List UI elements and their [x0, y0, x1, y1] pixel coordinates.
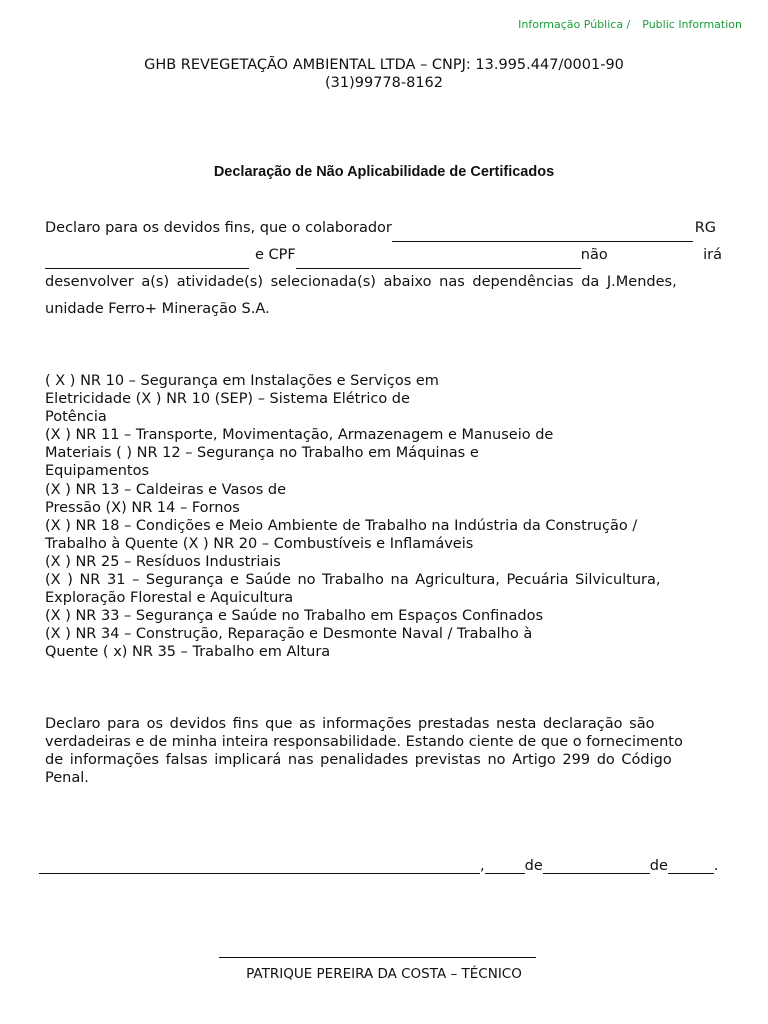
declaration-line-3	[45, 269, 722, 296]
nr-line: (X ) NR 13 – Caldeiras e Vasos de	[45, 481, 287, 498]
declaration-line-4: unidade Ferro+ Mineração S.A.	[45, 301, 270, 317]
company-line: GHB REVEGETAÇÃO AMBIENTAL LTDA – CNPJ: 13.995.447/0001-90	[144, 57, 624, 73]
nr-line: Quente ( x) NR 35 – Trabalho em Altura	[45, 644, 331, 661]
nr-line: Equipamentos	[45, 463, 150, 480]
rg-label: RG	[694, 220, 716, 236]
classification-en: Public Information	[642, 18, 742, 31]
nr-line: ( X ) NR 10 – Segurança em Instalações e Serviços em	[45, 373, 439, 389]
place-blank	[39, 859, 480, 874]
declaration-paragraph	[45, 215, 722, 323]
nr-line: Pressão (X) NR 14 – Fornos	[45, 499, 240, 516]
nr-line: Materiais ( ) NR 12 – Segurança no Trabalho em Máquinas e	[45, 445, 479, 462]
nr-line: (X ) NR 25 – Resíduos Industriais	[45, 553, 281, 570]
day-blank	[485, 859, 525, 874]
nr-line: Eletricidade (X ) NR 10 (SEP) – Sistema Elétrico de	[45, 391, 410, 408]
year-blank	[668, 859, 714, 874]
rg-blank	[45, 254, 249, 269]
collaborator-name-blank	[392, 227, 693, 242]
signatory-name: PATRIQUE PEREIRA DA COSTA – TÉCNICO	[246, 966, 522, 982]
company-header	[0, 56, 768, 92]
month-blank	[543, 859, 650, 874]
nr-line: (X ) NR 18 – Condições e Meio Ambiente de Trabalho na Indústria da Construção /	[45, 517, 638, 534]
company-phone: (31)99778-8162	[324, 75, 444, 91]
nr-line: Exploração Florestal e Aquicultura	[45, 590, 294, 607]
document-title: Declaração de Não Aplicabilidade de Certificados	[213, 164, 555, 180]
closing-line: verdadeiras e de minha inteira responsabilidade. Estando ciente de que o fornecimento	[45, 734, 683, 751]
nr-line: (X ) NR 31 – Segurança e Saúde no Trabalho na Agricultura, Pecuária Silvicultura,	[45, 572, 661, 589]
nr-line: Trabalho à Quente (X ) NR 20 – Combustíveis e Inflamáveis	[45, 535, 474, 552]
declaration-text: Declaro para os devidos fins, que o colaborador	[45, 220, 392, 236]
nr-line: (X ) NR 33 – Segurança e Saúde no Trabalho em Espaços Confinados	[45, 608, 544, 625]
place-date-line	[39, 858, 725, 874]
declaration-line-1	[45, 215, 722, 242]
comma: ,	[480, 858, 485, 874]
closing-line: Penal.	[45, 770, 89, 787]
closing-line: Declaro para os devidos fins que as informações prestadas nesta declaração são	[45, 716, 655, 732]
signature-line	[219, 957, 536, 958]
classification-pt: Informação Pública /	[518, 18, 631, 31]
nr-line: Potência	[45, 409, 107, 426]
de-1: de	[524, 858, 543, 874]
nr-checklist	[45, 372, 725, 662]
nr-line: (X ) NR 34 – Construção, Reparação e Desmonte Naval / Trabalho à	[45, 626, 533, 643]
closing-line: de informações falsas implicará nas penalidades previstas no Artigo 299 do Código	[45, 752, 672, 769]
nr-line: (X ) NR 11 – Transporte, Movimentação, Armazenagem e Manuseio de	[45, 427, 554, 444]
ira-text: irá	[703, 247, 722, 263]
cpf-label: e CPF	[255, 247, 296, 263]
cpf-blank	[296, 254, 581, 269]
declaration-text: desenvolver a(s) atividade(s) selecionada(s) abaixo nas dependências da J.Mendes,	[45, 274, 677, 290]
period: .	[713, 858, 719, 874]
closing-paragraph	[45, 715, 722, 787]
de-2: de	[649, 858, 668, 874]
declaration-line-2	[45, 242, 722, 269]
classification-label	[518, 18, 742, 31]
nao-text: não	[580, 247, 608, 263]
